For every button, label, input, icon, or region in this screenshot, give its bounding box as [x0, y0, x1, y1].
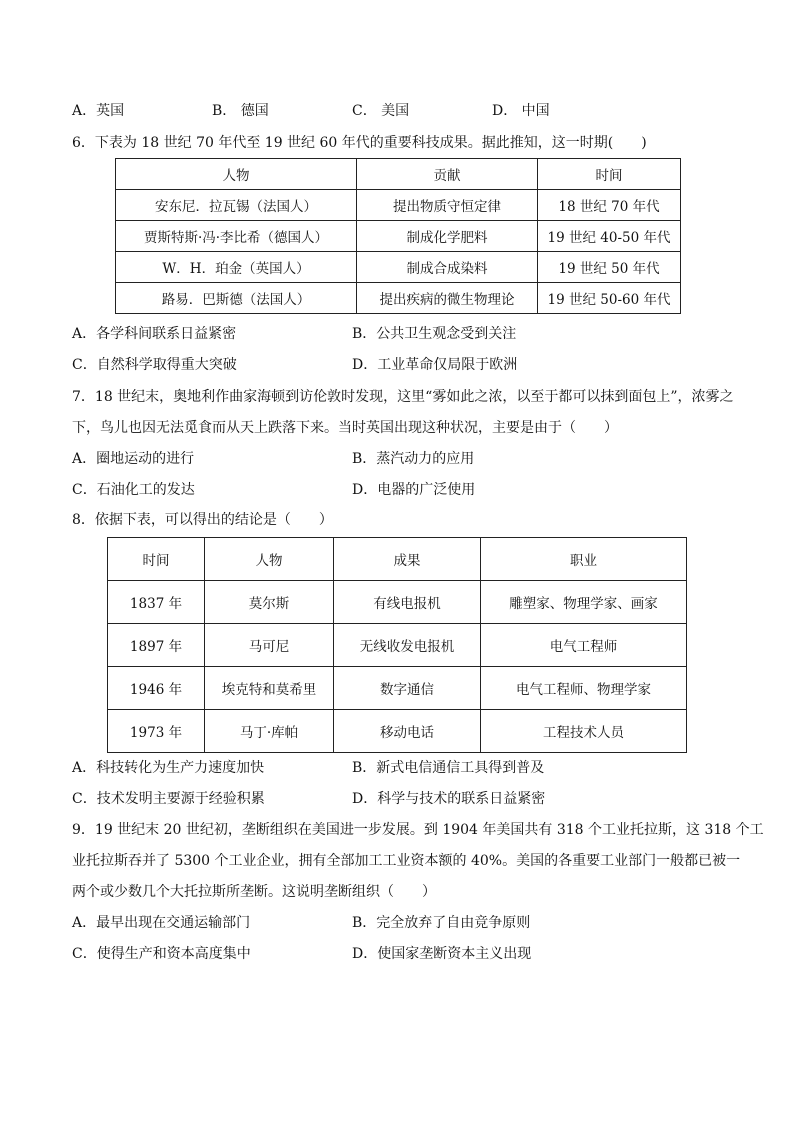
- table-cell: 19 世纪 50 年代: [538, 252, 681, 283]
- table-row: [116, 190, 681, 221]
- question-7-stem-line-1: 7．18 世纪末，奥地利作曲家海顿到访伦敦时发现，这里“雾如此之浓，以至于都可以抹到面包上”，浓雾之: [72, 389, 734, 405]
- option-c: C．技术发明主要源于经验积累: [72, 791, 265, 807]
- table-header-row: [116, 159, 681, 190]
- option-a: A．各学科间联系日益紧密: [72, 326, 237, 342]
- table-cell: 提出物质守恒定律: [357, 190, 538, 221]
- table-cell: 1946 年: [108, 667, 205, 710]
- table-cell: 工程技术人员: [481, 710, 687, 753]
- table-cell: 19 世纪 40-50 年代: [538, 221, 681, 252]
- table-cell: 马丁·库帕: [205, 710, 334, 753]
- table-cell: 雕塑家、物理学家、画家: [481, 581, 687, 624]
- table-cell: 1973 年: [108, 710, 205, 753]
- question-8-stem: 8．依据下表，可以得出的结论是（ ）: [72, 512, 333, 528]
- table-cell: 安东尼．拉瓦锡（法国人）: [116, 190, 357, 221]
- table-cell: W．H．珀金（英国人）: [116, 252, 357, 283]
- question-6-table: [115, 158, 681, 314]
- option-c: C．自然科学取得重大突破: [72, 357, 237, 373]
- table-cell: 电气工程师: [481, 624, 687, 667]
- table-row: [116, 283, 681, 314]
- option-d: D．使国家垄断资本主义出现: [352, 946, 532, 962]
- option-d: D．电器的广泛使用: [352, 482, 476, 498]
- option-d: D． 中国: [492, 103, 550, 119]
- table-row: [108, 667, 687, 710]
- table-cell: 移动电话: [334, 710, 481, 753]
- table-row: [108, 581, 687, 624]
- table-header-row: [108, 538, 687, 581]
- option-b: B． 德国: [212, 103, 269, 119]
- question-7-stem-line-2: 下，鸟儿也因无法觅食而从天上跌落下来。当时英国出现这种状况，主要是由于（ ）: [72, 420, 618, 436]
- table-cell: 提出疾病的微生物理论: [357, 283, 538, 314]
- table-header-cell: 职业: [481, 538, 687, 581]
- option-a: A．科技转化为生产力速度加快: [72, 760, 265, 776]
- option-d: D．科学与技术的联系日益紧密: [352, 791, 546, 807]
- option-c: C．使得生产和资本高度集中: [72, 946, 251, 962]
- option-c: C．石油化工的发达: [72, 482, 195, 498]
- table-cell: 制成合成染料: [357, 252, 538, 283]
- table-header-cell: 时间: [538, 159, 681, 190]
- table-header-cell: 成果: [334, 538, 481, 581]
- table-cell: 有线电报机: [334, 581, 481, 624]
- table-cell: 19 世纪 50-60 年代: [538, 283, 681, 314]
- table-cell: 制成化学肥料: [357, 221, 538, 252]
- option-b: B．完全放弃了自由竞争原则: [352, 915, 531, 931]
- table-cell: 无线收发电报机: [334, 624, 481, 667]
- table-cell: 1897 年: [108, 624, 205, 667]
- option-a: A．英国: [72, 103, 125, 119]
- question-8-table: [107, 537, 687, 753]
- option-c: C． 美国: [352, 103, 410, 119]
- table-header-cell: 贡献: [357, 159, 538, 190]
- option-a: A．圈地运动的进行: [72, 451, 195, 467]
- table-row: [108, 624, 687, 667]
- question-9-stem-line-3: 两个或少数几个大托拉斯所垄断。这说明垄断组织（ ）: [72, 884, 436, 900]
- table-cell: 电气工程师、物理学家: [481, 667, 687, 710]
- option-a: A．最早出现在交通运输部门: [72, 915, 251, 931]
- question-6-stem: 6．下表为 18 世纪 70 年代至 19 世纪 60 年代的重要科技成果。据此推知，这一时期( ): [72, 135, 647, 151]
- option-b: B．公共卫生观念受到关注: [352, 326, 517, 342]
- table-cell: 贾斯特斯·冯·李比希（德国人）: [116, 221, 357, 252]
- table-cell: 1837 年: [108, 581, 205, 624]
- table-cell: 埃克特和莫希里: [205, 667, 334, 710]
- table-header-cell: 时间: [108, 538, 205, 581]
- question-9-stem-line-1: 9．19 世纪末 20 世纪初，垄断组织在美国进一步发展。到 1904 年美国共有 318 个工业托拉斯，这 318 个工: [72, 822, 764, 838]
- table-cell: 数字通信: [334, 667, 481, 710]
- option-d: D．工业革命仅局限于欧洲: [352, 357, 518, 373]
- table-row: [116, 252, 681, 283]
- table-header-cell: 人物: [116, 159, 357, 190]
- question-9-stem-line-2: 业托拉斯吞并了 5300 个工业企业，拥有全部加工工业资本额的 40%。美国的各重要工业部门一般都已被一: [72, 853, 741, 869]
- option-b: B．蒸汽动力的应用: [352, 451, 475, 467]
- table-row: [116, 221, 681, 252]
- option-b: B．新式电信通信工具得到普及: [352, 760, 545, 776]
- table-cell: 18 世纪 70 年代: [538, 190, 681, 221]
- table-cell: 莫尔斯: [205, 581, 334, 624]
- table-header-cell: 人物: [205, 538, 334, 581]
- table-cell: 路易．巴斯德（法国人）: [116, 283, 357, 314]
- table-cell: 马可尼: [205, 624, 334, 667]
- table-row: [108, 710, 687, 753]
